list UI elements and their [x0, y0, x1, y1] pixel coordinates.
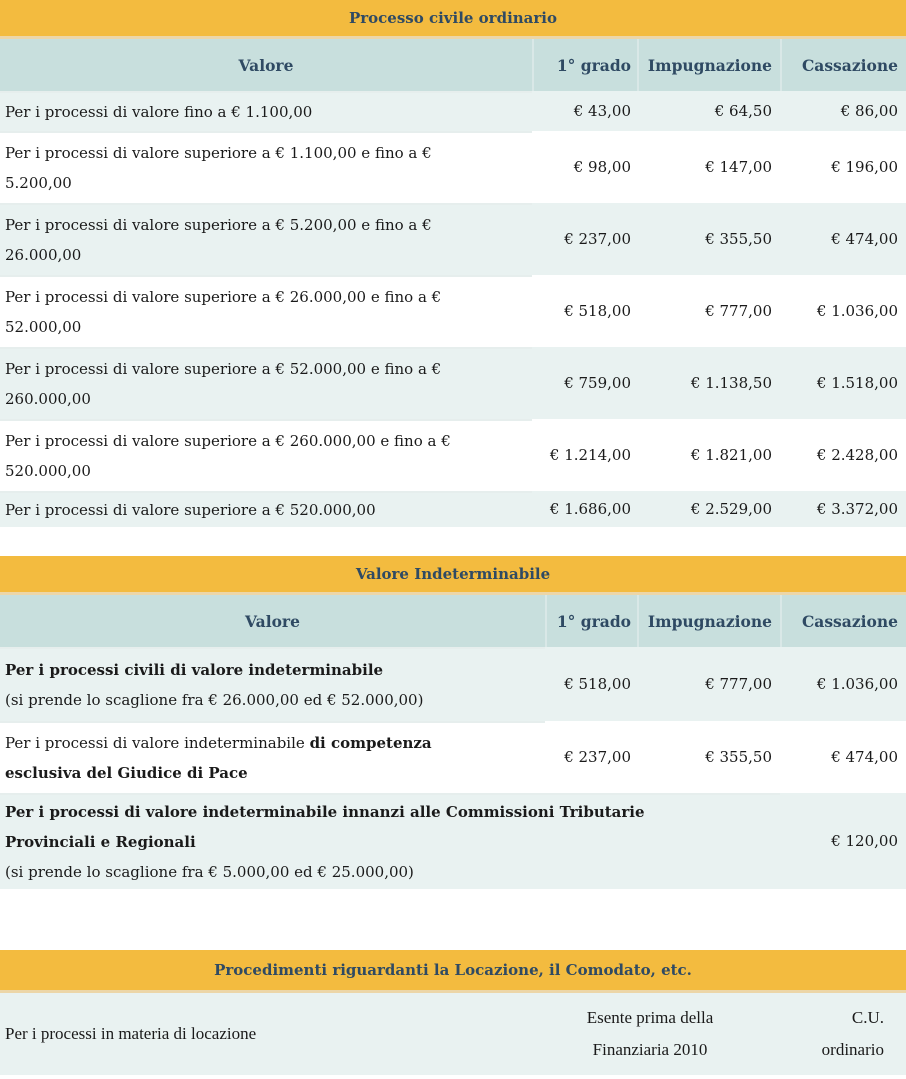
column-header-label: 1° grado — [556, 611, 631, 631]
cell-impugnazione: € 147,00 — [705, 158, 772, 176]
cell-cassazione: € 1.036,00 — [816, 302, 898, 320]
cell-cassazione: € 86,00 — [840, 102, 898, 120]
row-label-line: 26.000,00 — [5, 246, 82, 264]
table-row — [0, 721, 906, 793]
column-header-label: Impugnazione — [647, 611, 772, 631]
row-label-line: Per i processi di valore superiore a € 520.000,00 — [5, 501, 376, 519]
cell-contributo — [768, 1002, 906, 1066]
cell-primo-grado: € 1.686,00 — [549, 500, 631, 518]
row-label-line: Per i processi di valore superiore a € 1.100,00 e fino a € — [5, 144, 432, 162]
section-title-text: Processo civile ordinario — [348, 9, 557, 27]
column-header-row — [0, 39, 906, 91]
column-header-primo-grado — [545, 595, 637, 647]
row-label-line: 520.000,00 — [5, 462, 91, 480]
table-row — [0, 275, 906, 347]
row-label-line: Per i processi di valore superiore a € 26.000,00 e fino a € — [5, 288, 442, 306]
row-label — [0, 793, 780, 889]
row-label-bold: Per i processi di valore indeterminabile innanzi alle Commissioni Tributarie — [5, 803, 645, 821]
table-row — [0, 491, 906, 527]
cell-impugnazione: € 777,00 — [705, 302, 772, 320]
column-header-label: Cassazione — [801, 55, 898, 75]
cell-cassazione: € 474,00 — [831, 230, 898, 248]
row-label — [0, 91, 532, 131]
column-header-primo-grado — [532, 39, 637, 91]
cell-impugnazione: € 1.138,50 — [690, 374, 772, 392]
column-header-impugnazione — [637, 595, 780, 647]
column-header-label: Impugnazione — [647, 55, 772, 75]
row-label — [0, 347, 532, 419]
column-header-cassazione — [780, 595, 906, 647]
section-title — [0, 556, 906, 595]
row-label — [0, 419, 532, 491]
row-label — [0, 721, 545, 793]
table-locazione — [0, 950, 906, 1075]
section-title — [0, 0, 906, 39]
cell-primo-grado: € 237,00 — [564, 748, 631, 766]
column-header-label: 1° grado — [556, 55, 631, 75]
row-label-line: Per i processi di valore superiore a € 5.200,00 e fino a € — [5, 216, 432, 234]
table-row — [0, 993, 906, 1075]
cell-primo-grado: € 43,00 — [573, 102, 631, 120]
row-label-line: Per i processi di valore superiore a € 260.000,00 e fino a € — [5, 432, 451, 450]
cell-esenzione — [532, 1002, 768, 1066]
row-label-bold: di competenza — [309, 734, 432, 752]
column-header-valore: Valore — [245, 611, 300, 631]
row-label-bold: esclusiva del Giudice di Pace — [5, 764, 248, 782]
row-label-bold: Provinciali e Regionali — [5, 833, 196, 851]
cell-cassazione: € 196,00 — [831, 158, 898, 176]
column-header-row — [0, 595, 906, 647]
cell-impugnazione: € 355,50 — [705, 748, 772, 766]
cell-cassazione: € 1.036,00 — [816, 675, 898, 693]
cell-impugnazione: € 64,50 — [714, 102, 772, 120]
row-label-note: (si prende lo scaglione fra € 5.000,00 ed € 25.000,00) — [5, 863, 414, 881]
row-label-line: 5.200,00 — [5, 174, 72, 192]
table-row — [0, 419, 906, 491]
section-title-text: Valore Indeterminabile — [355, 565, 551, 583]
cell-line: C.U. — [851, 1008, 884, 1027]
table-row — [0, 793, 906, 889]
table-row — [0, 131, 906, 203]
row-label — [0, 275, 532, 347]
row-label-line: Per i processi di valore superiore a € 52.000,00 e fino a € — [5, 360, 442, 378]
column-header-label: Cassazione — [801, 611, 898, 631]
row-label — [0, 131, 532, 203]
cell-impugnazione: € 355,50 — [705, 230, 772, 248]
cell-impugnazione: € 1.821,00 — [690, 446, 772, 464]
row-label-line: 52.000,00 — [5, 318, 82, 336]
cell-primo-grado: € 1.214,00 — [549, 446, 631, 464]
column-header-impugnazione — [637, 39, 780, 91]
row-label — [0, 491, 532, 527]
table-row — [0, 91, 906, 131]
cell-primo-grado: € 98,00 — [573, 158, 631, 176]
cell-primo-grado: € 759,00 — [564, 374, 631, 392]
row-label — [0, 647, 545, 721]
cell-line: Finanziaria 2010 — [592, 1040, 708, 1059]
row-label-note: (si prende lo scaglione fra € 26.000,00 ed € 52.000,00) — [5, 691, 424, 709]
cell-primo-grado: € 237,00 — [564, 230, 631, 248]
section-title-text: Procedimenti riguardanti la Locazione, il Comodato, etc. — [214, 961, 692, 979]
cell-primo-grado: € 518,00 — [564, 675, 631, 693]
row-label-line — [5, 728, 545, 758]
row-label-line: Per i processi in materia di locazione — [5, 1024, 257, 1043]
cell-cassazione: € 1.518,00 — [816, 374, 898, 392]
cell-line: ordinario — [821, 1040, 884, 1059]
cell-line: Esente prima della — [586, 1008, 714, 1027]
cell-impugnazione: € 2.529,00 — [690, 500, 772, 518]
cell-cassazione: € 474,00 — [831, 748, 898, 766]
cell-cassazione: € 2.428,00 — [816, 446, 898, 464]
table-row — [0, 203, 906, 275]
row-label-line: Per i processi di valore fino a € 1.100,00 — [5, 103, 313, 121]
table-processo-civile-ordinario — [0, 0, 906, 527]
row-label-plain: Per i processi di valore indeterminabile — [5, 734, 310, 752]
table-row — [0, 347, 906, 419]
table-valore-indeterminabile — [0, 556, 906, 889]
cell-impugnazione: € 777,00 — [705, 675, 772, 693]
column-header-cassazione — [780, 39, 906, 91]
row-label — [0, 203, 532, 275]
section-title — [0, 950, 906, 993]
row-label-bold: Per i processi civili di valore indeterminabile — [5, 661, 384, 679]
table-row — [0, 647, 906, 721]
row-label — [0, 993, 532, 1075]
row-label-line: 260.000,00 — [5, 390, 91, 408]
cell-primo-grado: € 518,00 — [564, 302, 631, 320]
column-header-valore: Valore — [238, 55, 294, 75]
cell-cassazione: € 3.372,00 — [816, 500, 898, 518]
cell-cassazione: € 120,00 — [831, 832, 898, 850]
